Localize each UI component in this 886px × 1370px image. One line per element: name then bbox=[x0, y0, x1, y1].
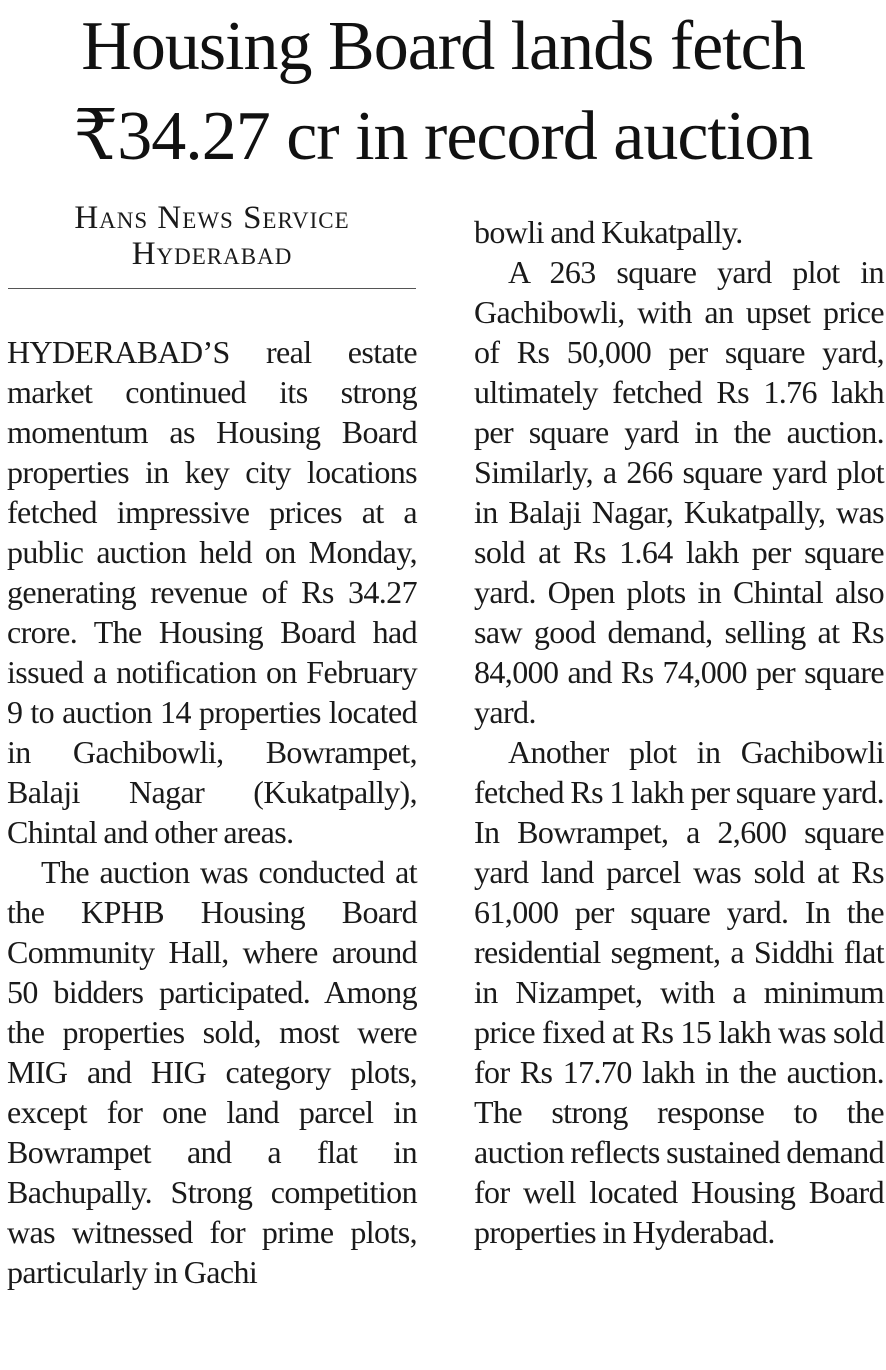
headline-line-1: Housing Board lands fetch bbox=[81, 8, 805, 85]
article-paragraph-continued: bowli and Kukatpally. bbox=[474, 214, 743, 250]
article-column-left bbox=[7, 332, 417, 1292]
byline bbox=[8, 200, 416, 289]
article-paragraph: A 263 square yard plot in Gachibowli, with an upset price of Rs 50,000 per square yard, ultimately fetched Rs 1.76 lakh per square yard in the auction. Similarly, a 266 square yard plot in Balaji Nagar, Kukatpally, was sold at Rs 1.64 lakh per square yard. Open plots in Chintal also saw good demand, selling at Rs 84,000 and Rs 74,000 per square yard. bbox=[474, 254, 884, 730]
headline-line-2: ₹34.27 cr in record auction bbox=[73, 98, 813, 175]
article-paragraph: HYDERABAD’S real estate market continued its strong momentum as Housing Board properties in key city locations fetched impressive prices at a public auction held on Monday, generating revenue of Rs 34.27 crore. The Housing Board had issued a notification on February 9 to auction 14 properties located in Gachibowli, Bowrampet, Balaji Nagar (Kukatpally), Chintal and other areas. bbox=[7, 334, 417, 850]
article-paragraph: Another plot in Gachibowli fetched Rs 1 lakh per square yard. In Bowrampet, a 2,600 square yard land parcel was sold at Rs 61,000 per square yard. In the residential segment, a Siddhi flat in Nizampet, with a minimum price fixed at Rs 15 lakh was sold for Rs 17.70 lakh in the auction. The strong response to the auction reflects sustained demand for well located Housing Board properties in Hyderabad. bbox=[474, 734, 884, 1250]
article-column-right bbox=[474, 212, 884, 1252]
byline-service: Hans News Service bbox=[74, 200, 350, 236]
byline-location: Hyderabad bbox=[131, 236, 293, 272]
headline bbox=[0, 2, 886, 182]
article-paragraph: The auction was conducted at the KPHB Housing Board Community Hall, where around 50 bidders participated. Among the properties sold, most were MIG and HIG category plots, except for one land parcel in Bowrampet and a flat in Bachupally. Strong competition was witnessed for prime plots, particularly in Gachi bbox=[7, 854, 417, 1290]
